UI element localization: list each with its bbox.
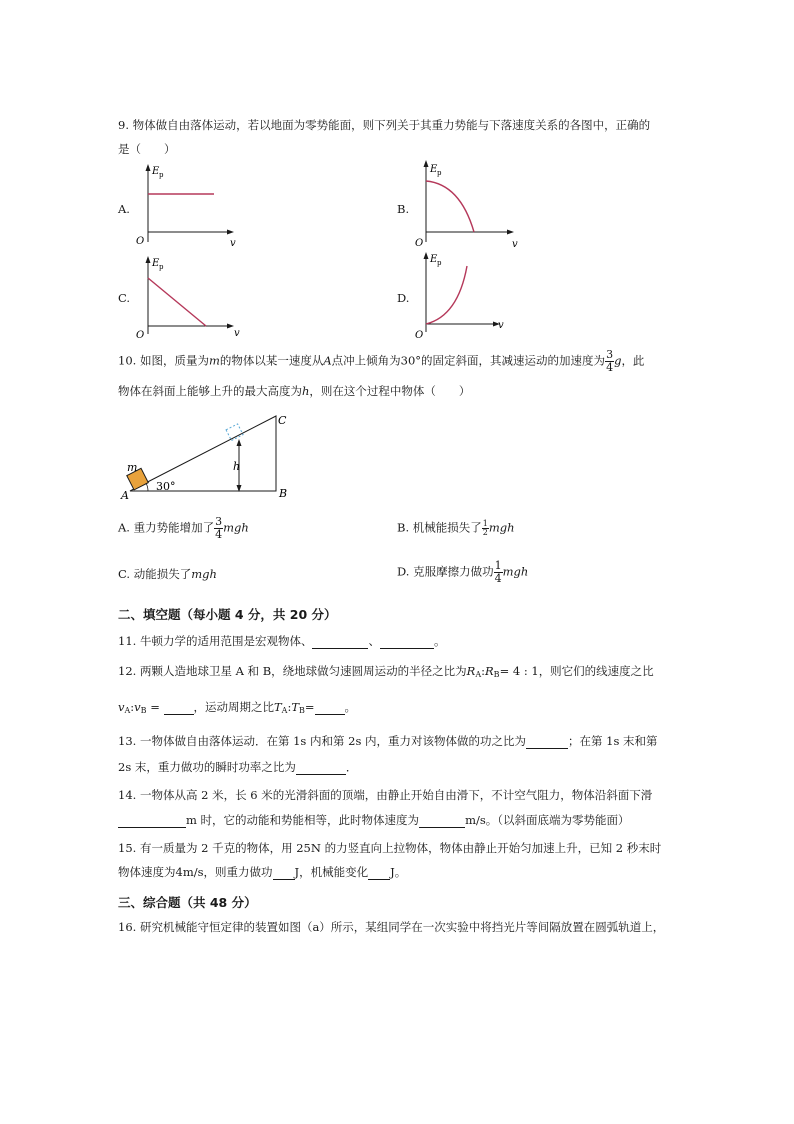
- q9-option-b-label[interactable]: B.: [397, 202, 410, 216]
- q10-fig-h: h: [233, 460, 241, 473]
- q9-graph-b-origin: O: [415, 238, 424, 249]
- q9-stem-line1: 9. 物体做自由落体运动，若以地面为零势能面，则下列关于其重力势能与下落速度关系的各图中，正确的: [118, 118, 651, 132]
- q9-graph-d-curve: [426, 266, 467, 324]
- q9-graph-c-origin: O: [136, 330, 145, 340]
- q9-graph-b-ylabel: E: [430, 164, 438, 175]
- q13-stem-line1: 13. 一物体做自由落体运动．在第 1s 内和第 2s 内，重力对该物体做的功之比为 ；在第 1s 末和第: [118, 734, 658, 748]
- q9-graph-b-xlabel: v: [512, 239, 518, 250]
- q12-stem-line2: $v_A:v_B$ = ，运动周期之比$T_A:T_B=$ 。: [118, 700, 357, 715]
- q11-blank-1[interactable]: [312, 634, 368, 649]
- q9-graph-d: [410, 246, 530, 340]
- q10-fig-a: A: [121, 489, 129, 500]
- q10-fig-b: B: [279, 487, 288, 500]
- q9-option-d-label[interactable]: D.: [397, 291, 410, 305]
- q9-option-a-label[interactable]: A.: [118, 202, 130, 216]
- q9-graph-b-curve: [426, 181, 474, 232]
- q12-blank-period[interactable]: [315, 700, 345, 715]
- q9-graph-b: [410, 156, 530, 250]
- svg-text:p: p: [159, 171, 164, 179]
- q12-blank-velocity[interactable]: [164, 700, 194, 715]
- q13-blank-power[interactable]: [296, 760, 346, 775]
- q9-option-c-label[interactable]: C.: [118, 291, 131, 305]
- section-2-title: 二、填空题（每小题 4 分，共 20 分）: [118, 607, 337, 622]
- q15-stem-line2: 物体速度为4m/s，则重力做功 J，机械能变化 J。: [118, 865, 407, 879]
- q15-blank-energy-change[interactable]: [368, 865, 390, 880]
- q9-graph-d-ylabel: E: [430, 254, 438, 265]
- section-3-title: 三、综合题（共 48 分）: [118, 895, 257, 910]
- q15-blank-gravity-work[interactable]: [273, 865, 295, 880]
- q10-block-dashed: [226, 424, 243, 441]
- q11-blank-2[interactable]: [380, 634, 434, 649]
- q9-graph-c-ylabel: E: [152, 258, 160, 269]
- q10-option-a[interactable]: A. 重力势能增加了 $\frac{3}{4}$ mgh: [118, 515, 249, 541]
- q11-stem: 11. 牛顿力学的适用范围是宏观物体、 、 。: [118, 634, 446, 648]
- q9-stem-line2: 是（ ）: [118, 142, 176, 156]
- q10-accel-fraction: $\frac{3}{4}$: [606, 348, 614, 374]
- q9-graph-c-xlabel: v: [234, 328, 240, 339]
- q9-graph-a-xlabel: v: [230, 238, 236, 249]
- q10-fig-angle: 30°: [156, 480, 176, 493]
- q10-option-c[interactable]: C. 动能损失了mgh: [118, 567, 217, 581]
- q9-graph-a-ylabel: E: [152, 166, 160, 177]
- q15-stem-line1: 15. 有一质量为 2 千克的物体，用 25N 的力竖直向上拉物体，物体由静止开始匀加速上升，已知 2 秒末时: [118, 841, 662, 855]
- q13-stem-line2: 2s 末，重力做功的瞬时功率之比为 ．: [118, 760, 358, 774]
- q9-graph-a-origin: O: [136, 236, 145, 247]
- q9-graph-c: [130, 250, 250, 340]
- q10-fig-c: C: [278, 414, 287, 427]
- q9-graph-c-curve: [148, 278, 206, 326]
- q10-option-d[interactable]: D. 克服摩擦力做功 $\frac{1}{4}$ mgh: [397, 559, 529, 585]
- svg-text:p: p: [159, 263, 164, 271]
- q14-blank-distance[interactable]: [118, 813, 186, 828]
- q14-blank-speed[interactable]: [419, 813, 465, 828]
- svg-text:p: p: [437, 169, 442, 177]
- q13-blank-work[interactable]: [526, 734, 568, 749]
- q14-stem-line1: 14. 一物体从高 2 米，长 6 米的光滑斜面的顶端，由静止开始自由滑下，不计空气阻力，物体沿斜面下滑: [118, 788, 653, 802]
- svg-text:p: p: [437, 259, 442, 267]
- q10-incline-figure: [118, 408, 298, 500]
- q14-stem-line2: m 时，它的动能和势能相等，此时物体速度为 m/s。（以斜面底端为零势能面）: [118, 813, 630, 828]
- q12-stem-line1: 12. 两颗人造地球卫星 A 和 B，绕地球做匀速圆周运动的半径之比为$R_A:R_B= 4$ : 1，则它们的线速度之比: [118, 664, 654, 679]
- q10-fig-m: m: [127, 461, 138, 474]
- q16-stem-line1: 16. 研究机械能守恒定律的装置如图（a）所示，某组同学在一次实验中将挡光片等间隔放置在圆弧轨道上，: [118, 920, 665, 934]
- q9-graph-d-origin: O: [415, 330, 424, 340]
- q10-stem-line1: 10. 如图，质量为m的物体以某一速度从A点冲上倾角为30°的固定斜面，其减速运动的加速度为 $\frac{3}{4}$ g，此: [118, 348, 645, 374]
- q10-option-b[interactable]: B. 机械能损失了 $\frac{1}{2}$ mgh: [397, 519, 515, 537]
- q9-graph-d-xlabel: v: [498, 320, 504, 331]
- q10-stem-line2: 物体在斜面上能够上升的最大高度为h，则在这个过程中物体（ ）: [118, 384, 471, 398]
- q9-graph-a: [130, 160, 250, 250]
